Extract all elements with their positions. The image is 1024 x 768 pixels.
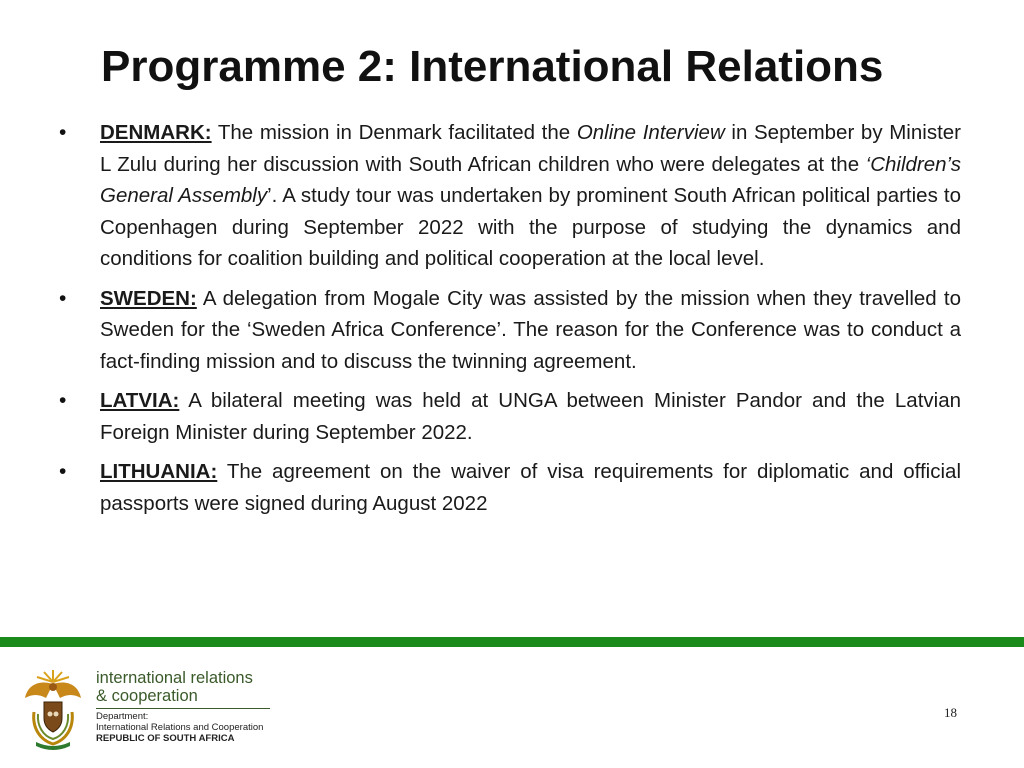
bullet-text-segment: in September by Minister L Zulu during her discussion with South African children who were delegates at the (100, 121, 961, 176)
coat-of-arms-icon (22, 668, 84, 750)
country-label: SWEDEN: (100, 286, 197, 310)
department-label: Department: (96, 711, 149, 722)
bullet-list (0, 117, 1024, 527)
country-name: REPUBLIC OF SOUTH AFRICA (96, 733, 235, 744)
bullet-text-segment: The agreement on the waiver of visa requirements for diplomatic and official passports were signed during August 2022 (100, 460, 961, 515)
org-name-line-1: international relations (96, 669, 253, 687)
bullet-text (100, 117, 961, 275)
bullet-text (100, 283, 961, 378)
bullet-text (100, 385, 961, 448)
bullet-text-segment: ’. A study tour was undertaken by prominent South African political parties to Copenhagen during September 2022 with the purpose of studying the dynamics and conditions for coalition building and political cooperation at the local level. (100, 184, 961, 270)
bullet-lithuania (0, 456, 1024, 519)
bullet-denmark (0, 117, 1024, 275)
dirco-logo (22, 668, 282, 752)
bullet-dot-icon: • (59, 460, 67, 483)
bullet-text-segment: A delegation from Mogale City was assisted by the mission when they travelled to Sweden for the ‘Sweden Africa Conference’. The reason for the Conference was to conduct a fact-finding mission and to discuss the twinning agreement. (100, 286, 961, 373)
bullet-dot-icon: • (59, 121, 67, 144)
bullet-dot-icon: • (59, 389, 67, 412)
department-name: International Relations and Cooperation (96, 722, 264, 733)
org-name-line-2: & cooperation (96, 687, 198, 705)
country-label: DENMARK: (100, 121, 212, 144)
country-label: LATVIA: (100, 389, 180, 412)
footer-divider-bar (0, 637, 1024, 647)
bullet-text-italic: ‘Children’s General Assembly (100, 152, 961, 207)
slide-title: Programme 2: International Relations (101, 42, 884, 91)
country-label: LITHUANIA: (100, 460, 218, 483)
bullet-text-segment: The mission in Denmark facilitated the (211, 121, 577, 144)
bullet-latvia (0, 385, 1024, 448)
bullet-text-italic: Online Interview (576, 121, 725, 144)
bullet-text-segment: A bilateral meeting was held at UNGA between Minister Pandor and the Latvian Foreign Minister during September 2022. (100, 389, 961, 444)
bullet-sweden (0, 283, 1024, 378)
bullet-dot-icon: • (59, 286, 67, 310)
bullet-text (100, 456, 961, 519)
page-number: 18 (944, 705, 957, 720)
org-divider (96, 708, 270, 709)
